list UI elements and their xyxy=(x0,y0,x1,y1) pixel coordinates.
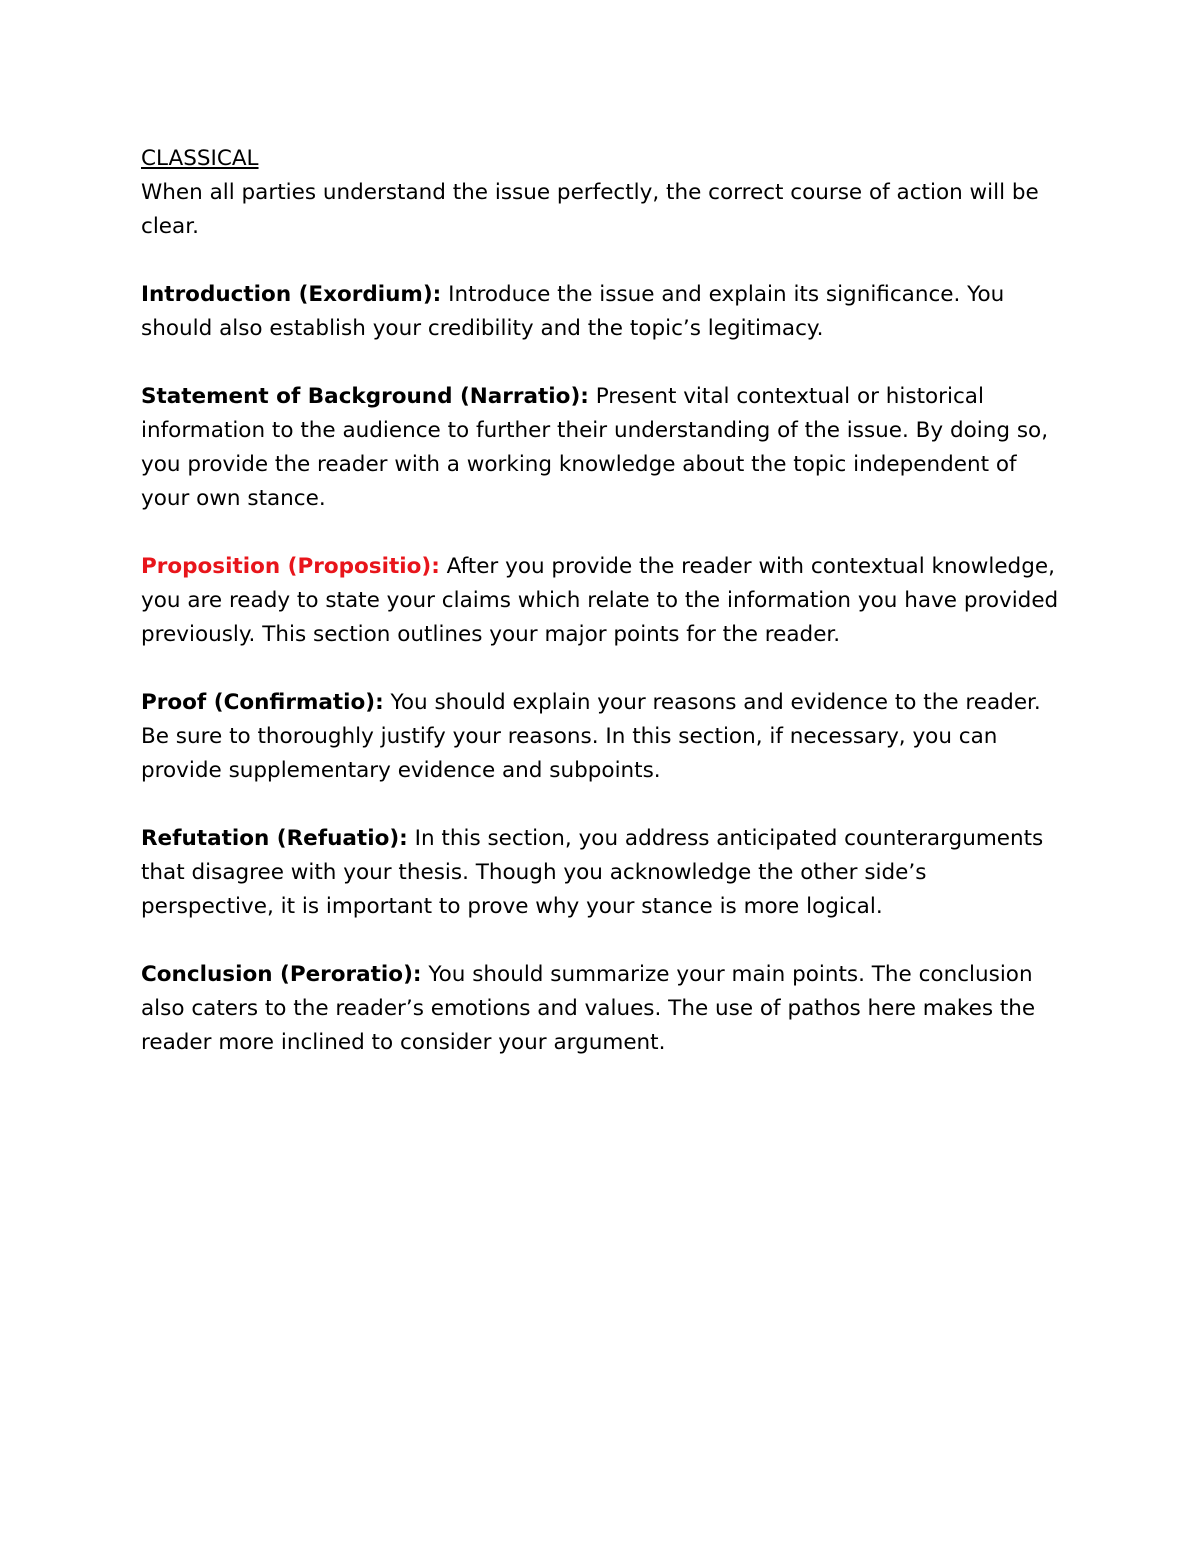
section-label: Refutation (Refuatio): xyxy=(141,826,408,851)
document-body xyxy=(141,142,1061,1060)
document-title: CLASSICAL xyxy=(141,146,259,171)
section-label: Conclusion (Peroratio): xyxy=(141,962,422,987)
section-label: Proof (Confirmatio): xyxy=(141,690,384,715)
intro-paragraph: When all parties understand the issue perfectly, the correct course of action will be clear. xyxy=(141,180,1039,239)
section-proposition xyxy=(141,550,1061,652)
section-refutation xyxy=(141,822,1061,924)
section-introduction xyxy=(141,278,1061,346)
section-conclusion xyxy=(141,958,1061,1060)
section-proof xyxy=(141,686,1061,788)
section-label: Statement of Background (Narratio): xyxy=(141,384,589,409)
section-text: Introduce the issue and explain its significance. You should also establish your credibility and the topic’s legitimacy. xyxy=(141,282,1005,341)
section-text: In this section, you address anticipated counterarguments that disagree with your thesis. Though you acknowledge the other side’s perspective, it is important to prove why your stance is more logical. xyxy=(141,826,1044,919)
section-text: You should explain your reasons and evidence to the reader. Be sure to thoroughly justify your reasons. In this section, if necessary, you can provide supplementary evidence and subpoints. xyxy=(141,690,1041,783)
section-text: You should summarize your main points. The conclusion also caters to the reader’s emotions and values. The use of pathos here makes the reader more inclined to consider your argument. xyxy=(141,962,1036,1055)
section-background xyxy=(141,380,1061,516)
section-text: Present vital contextual or historical information to the audience to further their understanding of the issue. By doing so, you provide the reader with a working knowledge about the topic independent of your own stance. xyxy=(141,384,1049,511)
section-text: After you provide the reader with contextual knowledge, you are ready to state your claims which relate to the information you have provided previously. This section outlines your major points for the reader. xyxy=(141,554,1059,647)
section-label: Introduction (Exordium): xyxy=(141,282,442,307)
section-label: Proposition (Propositio): xyxy=(141,554,440,579)
